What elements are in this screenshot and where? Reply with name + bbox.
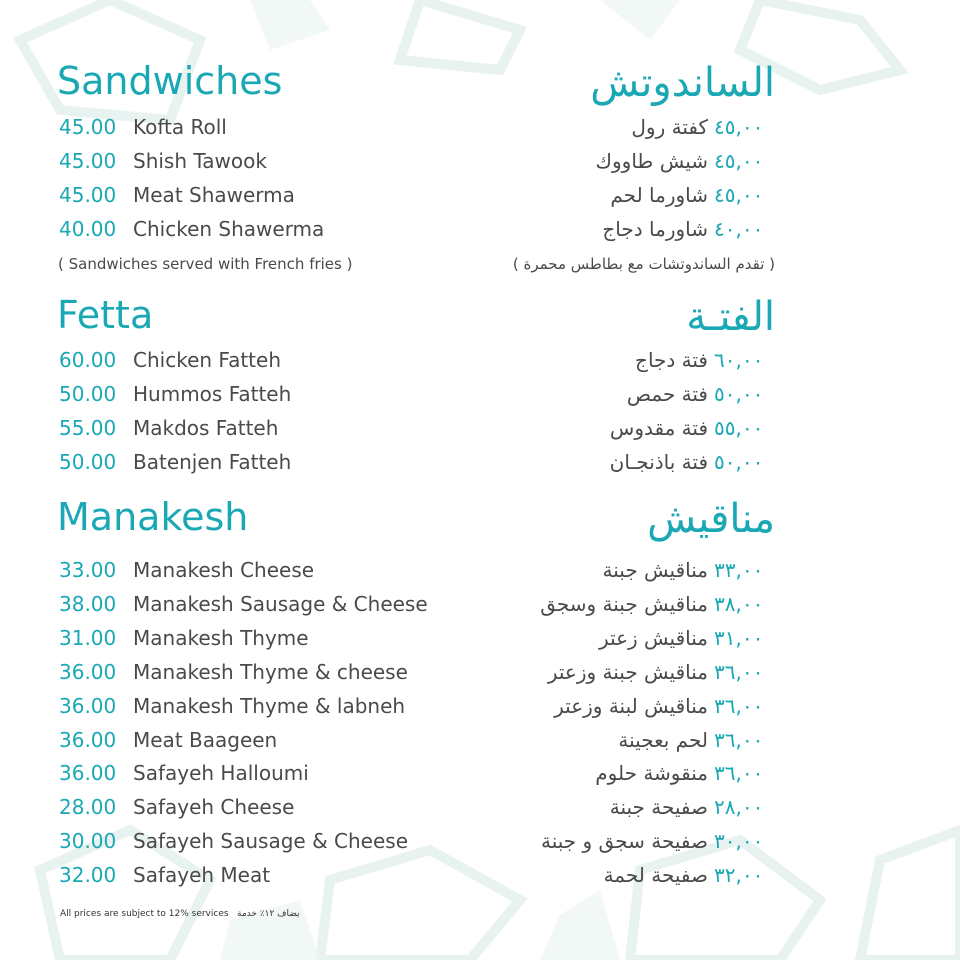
menu-item [0,623,960,657]
item-price: 30.00 [59,829,117,853]
item-name: Safayeh Sausage & Cheese [133,829,409,853]
item-price-ar: ٣٦,٠٠ [714,728,764,752]
menu-item [0,413,960,447]
item-name: Safayeh Meat [133,863,271,887]
item-name-ar: مناقيش جبنة وسجق [540,592,708,616]
menu-item [0,555,960,589]
item-name-ar: فتة حمص [626,382,708,406]
item-price: 31.00 [59,626,117,650]
service-charge-note: All prices are subject to 12% services [60,909,229,919]
menu-item [0,725,960,759]
item-name: Shish Tawook [133,149,267,173]
item-name-ar: مناقيش جبنة [602,558,708,582]
section-title-manakesh-ar: مناقيش [647,496,775,542]
item-name-ar: منقوشة حلوم [595,761,708,785]
item-name: Makdos Fatteh [133,416,279,440]
item-price: 36.00 [59,728,117,752]
item-name-ar: شيش طاووك [595,149,708,173]
item-price: 36.00 [59,660,117,684]
item-name-ar: صفيحة جبنة [609,795,708,819]
item-price-ar: ٥٠,٠٠ [714,382,764,406]
item-price-ar: ٤٥,٠٠ [714,149,764,173]
item-name-ar: صفيحة سجق و جبنة [540,829,708,853]
item-name-ar: شاورما دجاج [602,217,708,241]
item-price-ar: ٤٥,٠٠ [714,115,764,139]
item-price: 38.00 [59,592,117,616]
section-title-sandwiches: Sandwiches [57,59,283,103]
section-title-fetta-ar: الفتـة [686,294,775,340]
item-price: 60.00 [59,348,117,372]
item-name: Safayeh Halloumi [133,761,309,785]
item-name-ar: مناقيش جبنة وزعتر [547,660,708,684]
item-name-ar: لحم بعجينة [618,728,708,752]
item-name-ar: فتة مقدوس [609,416,708,440]
menu-item [0,180,960,214]
item-price: 33.00 [59,558,117,582]
item-name-ar: كفتة رول [631,115,708,139]
item-name-ar: فتة دجاج [635,348,708,372]
item-name: Meat Shawerma [133,183,295,207]
item-name: Hummos Fatteh [133,382,292,406]
section-title-sandwiches-ar: الساندوتش [590,60,775,106]
section-title-manakesh: Manakesh [57,495,249,539]
item-price: 32.00 [59,863,117,887]
item-price-ar: ٥٠,٠٠ [714,450,764,474]
menu-item [0,146,960,180]
item-name: Chicken Fatteh [133,348,281,372]
item-price-ar: ٥٥,٠٠ [714,416,764,440]
menu-item [0,345,960,379]
menu-item [0,860,960,894]
menu-item [0,758,960,792]
item-price-ar: ٤٠,٠٠ [714,217,764,241]
item-price: 45.00 [59,149,117,173]
item-price: 40.00 [59,217,117,241]
item-price: 36.00 [59,694,117,718]
item-name: Manakesh Thyme & cheese [133,660,408,684]
item-price: 28.00 [59,795,117,819]
item-name: Manakesh Sausage & Cheese [133,592,428,616]
item-price-ar: ٣١,٠٠ [714,626,764,650]
item-price-ar: ٣٣,٠٠ [714,558,764,582]
item-name-ar: شاورما لحم [610,183,708,207]
item-price-ar: ٤٥,٠٠ [714,183,764,207]
item-price-ar: ٣٨,٠٠ [714,592,764,616]
item-name: Safayeh Cheese [133,795,295,819]
item-price: 50.00 [59,382,117,406]
item-price-ar: ٣٠,٠٠ [714,829,764,853]
menu-item [0,826,960,860]
sandwiches-note-ar: ( تقدم الساندوتشات مع بطاطس محمرة ) [512,255,775,273]
item-name: Kofta Roll [133,115,227,139]
menu-item [0,657,960,691]
sandwiches-note: ( Sandwiches served with French fries ) [58,255,353,273]
item-price-ar: ٣٢,٠٠ [714,863,764,887]
menu-item [0,379,960,413]
item-price-ar: ٣٦,٠٠ [714,761,764,785]
item-name-ar: صفيحة لحمة [603,863,708,887]
item-price-ar: ٣٦,٠٠ [714,660,764,684]
item-name: Meat Baageen [133,728,278,752]
item-name-ar: فتة باذنجـان [609,450,708,474]
item-price-ar: ٢٨,٠٠ [714,795,764,819]
service-charge-note-ar: يضاف ١٢٪ خدمة [237,909,300,919]
section-title-fetta: Fetta [57,293,154,337]
item-price: 55.00 [59,416,117,440]
menu-item [0,792,960,826]
item-price: 45.00 [59,183,117,207]
item-name: Chicken Shawerma [133,217,325,241]
item-name: Manakesh Cheese [133,558,315,582]
item-name-ar: مناقيش لبنة وزعتر [554,694,708,718]
menu-item [0,112,960,146]
menu-item [0,214,960,248]
item-price-ar: ٦٠,٠٠ [714,348,764,372]
menu-item [0,589,960,623]
item-price: 50.00 [59,450,117,474]
menu-item [0,447,960,481]
item-name: Batenjen Fatteh [133,450,292,474]
item-name: Manakesh Thyme & labneh [133,694,406,718]
item-price-ar: ٣٦,٠٠ [714,694,764,718]
item-name: Manakesh Thyme [133,626,309,650]
item-price: 45.00 [59,115,117,139]
menu-item [0,691,960,725]
item-price: 36.00 [59,761,117,785]
item-name-ar: مناقيش زعتر [599,626,708,650]
